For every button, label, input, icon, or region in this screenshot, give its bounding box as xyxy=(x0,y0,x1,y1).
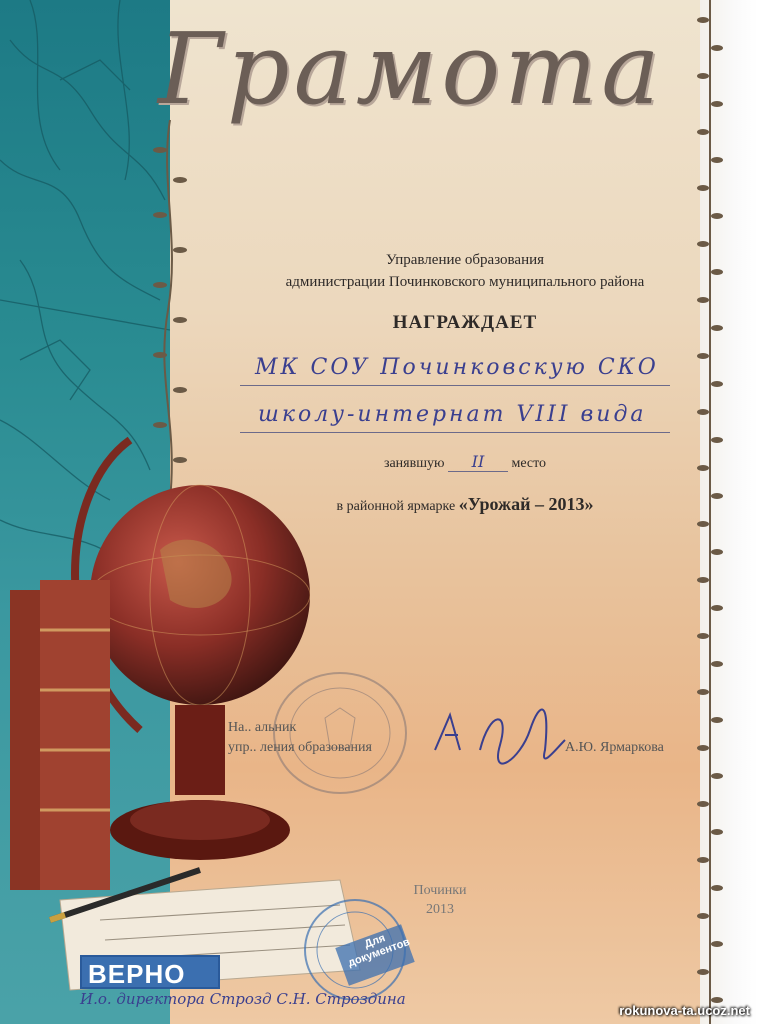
issue-year: 2013 xyxy=(426,902,454,917)
signer-name: А.Ю. Ярмаркова xyxy=(565,740,664,755)
awards-heading: НАГРАЖДАЕТ xyxy=(392,312,538,333)
org-line-1: Управление образования xyxy=(385,252,545,268)
footer-handwriting: И.о. директора Строзд С.Н. Строздина xyxy=(80,990,406,1008)
org-line-2: администрации Починковского муниципального района xyxy=(285,274,645,290)
copy-stamp-label: Для документов xyxy=(346,932,412,970)
fair-prefix: в районной ярмарке xyxy=(336,499,456,514)
recipient-line-1: МК СОУ Починковскую СКО xyxy=(255,355,659,380)
sign-role-1: На.. альник xyxy=(228,720,297,735)
site-watermark: rokunova-ta.ucoz.net xyxy=(619,1003,750,1018)
underline-1 xyxy=(240,385,670,386)
books-illustration xyxy=(0,570,120,900)
place-suffix: место xyxy=(511,456,547,471)
issue-city: Починки xyxy=(413,883,467,898)
place-prefix: занявшую xyxy=(383,456,445,471)
fair-name: «Урожай – 2013» xyxy=(458,494,594,514)
place-value: II xyxy=(448,452,508,472)
signature xyxy=(430,690,570,780)
recipient-line-2: школу-интернат VIII вида xyxy=(258,402,647,427)
verno-stamp: ВЕРНО xyxy=(80,955,220,989)
sign-role-2: упр.. ления образования xyxy=(228,740,372,755)
certificate-title: Грамота xyxy=(158,13,664,127)
